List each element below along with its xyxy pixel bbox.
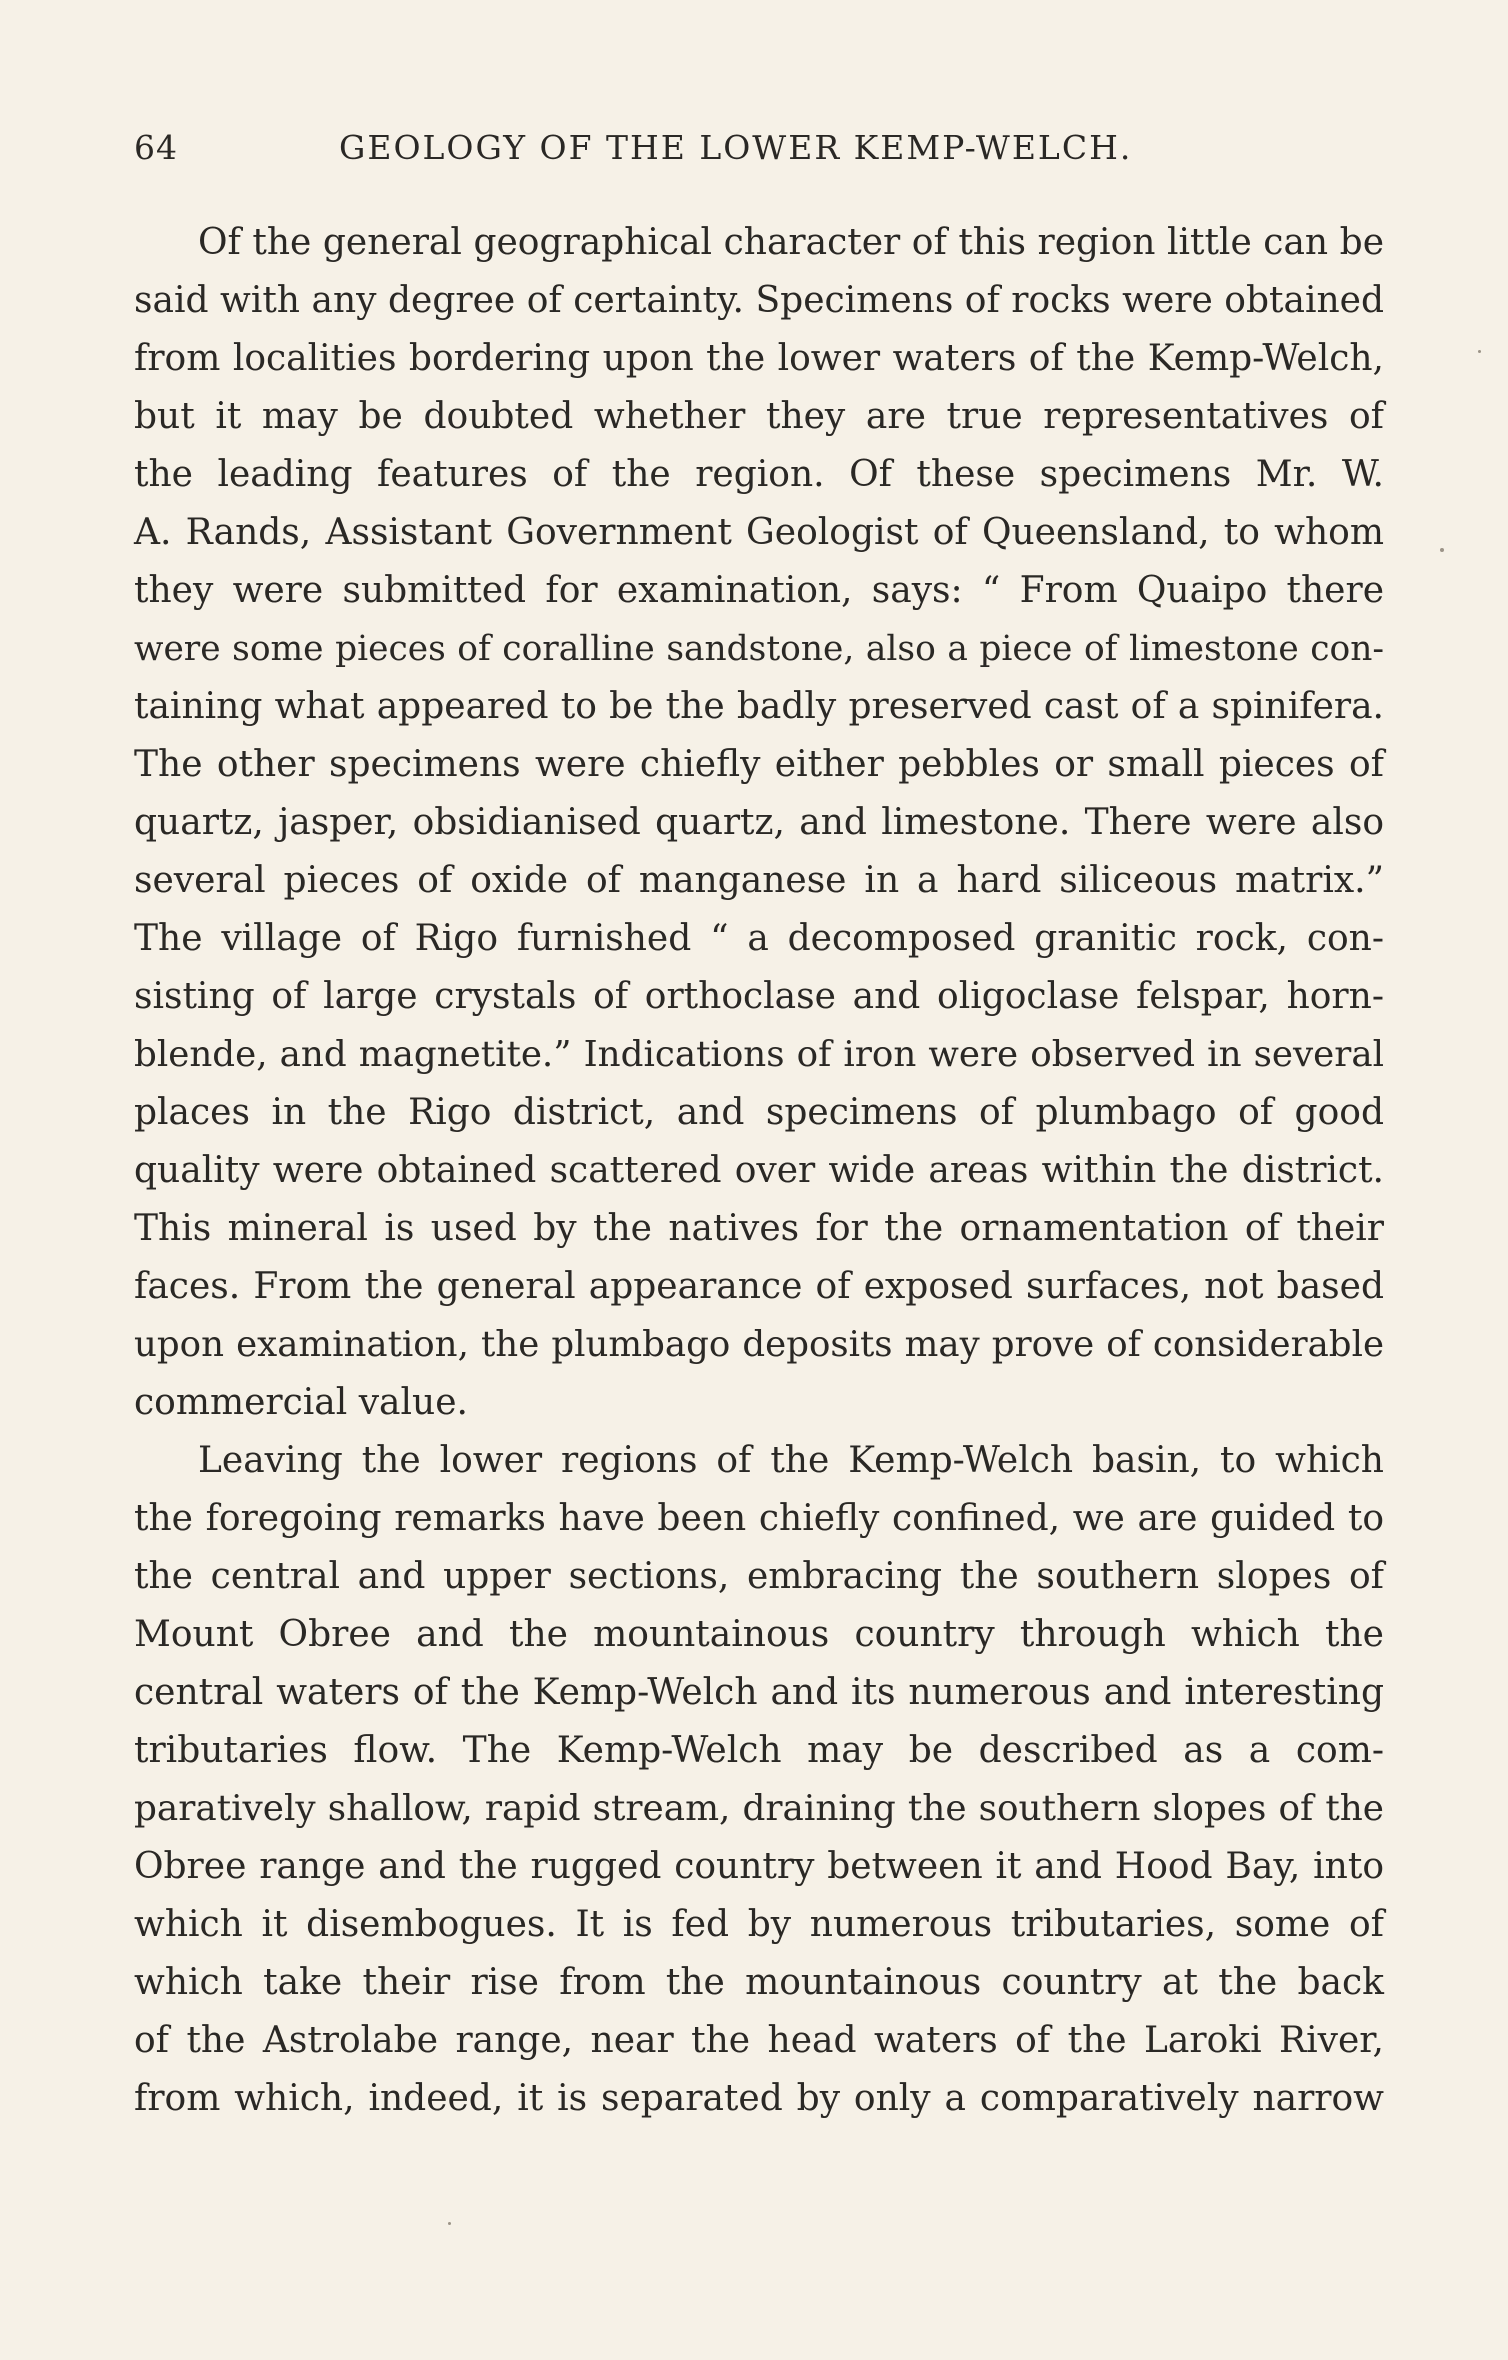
text-line: Of the general geographical character of this region little can be xyxy=(198,222,1384,263)
text-line: the foregoing remarks have been chiefly confined, we are guided to xyxy=(134,1498,1384,1539)
page-number: 64 xyxy=(134,128,178,167)
text-line: central waters of the Kemp-Welch and its numerous and interesting xyxy=(134,1672,1384,1713)
text-line: This mineral is used by the natives for the ornamentation of their xyxy=(134,1208,1384,1249)
text-line: the central and upper sections, embracing the southern slopes of xyxy=(134,1556,1384,1597)
text-line: from which, indeed, it is separated by only a comparatively narrow xyxy=(134,2078,1384,2119)
body-text xyxy=(134,214,1384,2128)
text-line: of the Astrolabe range, near the head waters of the Laroki River, xyxy=(134,2020,1384,2061)
paper-speck xyxy=(448,2222,451,2225)
text-line: The village of Rigo furnished “ a decomposed granitic rock, con- xyxy=(134,918,1384,959)
text-line: tributaries flow. The Kemp-Welch may be described as a com- xyxy=(134,1730,1384,1771)
text-line: Mount Obree and the mountainous country through which the xyxy=(134,1614,1384,1655)
text-line: places in the Rigo district, and specimens of plumbago of good xyxy=(134,1092,1384,1133)
paper-speck xyxy=(1440,548,1444,552)
text-line: Obree range and the rugged country between it and Hood Bay, into xyxy=(134,1846,1384,1887)
text-line: quartz, jasper, obsidianised quartz, and limestone. There were also xyxy=(134,802,1384,843)
text-line: quality were obtained scattered over wide areas within the district. xyxy=(134,1150,1384,1191)
text-line: but it may be doubted whether they are true representatives of xyxy=(134,396,1384,437)
text-line: The other specimens were chiefly either pebbles or small pieces of xyxy=(134,744,1384,785)
text-line: paratively shallow, rapid stream, draining the southern slopes of the xyxy=(134,1788,1384,1829)
text-line: faces. From the general appearance of exposed surfaces, not based xyxy=(134,1266,1384,1307)
text-line: the leading features of the region. Of these specimens Mr. W. xyxy=(134,454,1384,495)
text-line: commercial value. xyxy=(134,1382,468,1423)
text-line: which take their rise from the mountainous country at the back xyxy=(134,1962,1384,2003)
text-line: taining what appeared to be the badly preserved cast of a spinifera. xyxy=(134,686,1384,727)
page-header xyxy=(134,128,1384,176)
text-line: sisting of large crystals of orthoclase and oligoclase felspar, horn- xyxy=(134,976,1384,1017)
text-line: said with any degree of certainty. Specimens of rocks were obtained xyxy=(134,280,1384,321)
text-line: which it disembogues. It is fed by numerous tributaries, some of xyxy=(134,1904,1384,1945)
text-line: were some pieces of coralline sandstone, also a piece of limestone con- xyxy=(134,629,1384,669)
text-line: Leaving the lower regions of the Kemp-Welch basin, to which xyxy=(198,1440,1384,1481)
text-line: several pieces of oxide of manganese in a hard siliceous matrix.” xyxy=(134,860,1384,901)
running-head: GEOLOGY OF THE LOWER KEMP-WELCH. xyxy=(339,128,1133,167)
paper-speck xyxy=(1478,350,1481,353)
text-line: from localities bordering upon the lower waters of the Kemp-Welch, xyxy=(134,338,1384,379)
text-line: upon examination, the plumbago deposits may prove of considerable xyxy=(134,1324,1384,1365)
text-line: blende, and magnetite.” Indications of iron were observed in several xyxy=(134,1034,1384,1075)
text-line: A. Rands, Assistant Government Geologist of Queensland, to whom xyxy=(134,512,1384,553)
text-line: they were submitted for examination, says: “ From Quaipo there xyxy=(134,570,1384,611)
